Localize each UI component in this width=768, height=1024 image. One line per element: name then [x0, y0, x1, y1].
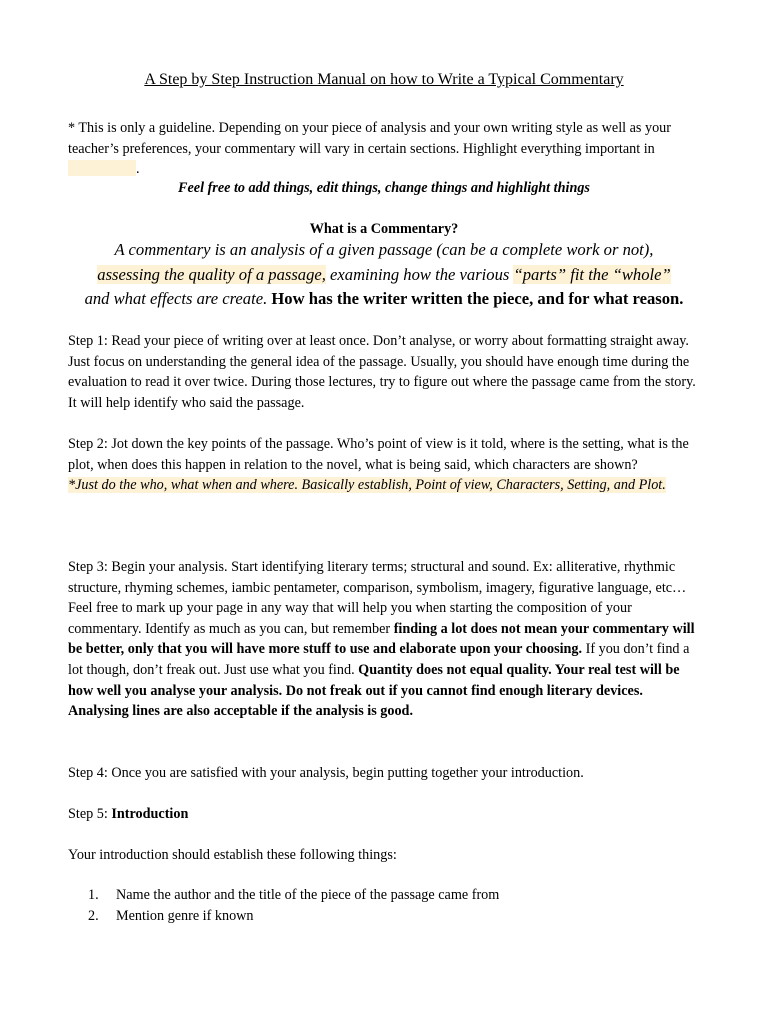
highlight-parts-whole: “parts” fit the “whole” [513, 264, 671, 284]
list-item [88, 906, 499, 927]
step-5 [68, 804, 700, 825]
step-3-text-a: Step 3: Begin your analysis. Start identifying literary terms; structural and sound. Ex: alliterative, rhythmic structure, rhyming schemes, iambic pentameter, comparison, symbolism, imagery, figurative language, etc… Feel free to mark up your page in any way that will help you when starting the composition of your commentary. Identify as much as you can, but remember [68, 559, 687, 637]
intro-paragraph [68, 118, 700, 180]
intro-text: * This is only a guideline. Depending on your piece of analysis and your own writing style as well as your teacher’s preferences, your commentary will vary in certain sections. Highlight everything important in [68, 120, 671, 157]
intro-period: . [136, 161, 140, 178]
step-5-heading: Introduction [111, 806, 189, 822]
step-1: Step 1: Read your piece of writing over at least once. Don’t analyse, or worry about formatting straight away. Just focus on understanding the general idea of the passage. Usually, you should have enough time during the evaluation to read it over twice. During those lectures, try to figure out where the passage came from the story. It will help identify who said the passage. [68, 333, 696, 411]
definition-line-3 [60, 287, 708, 312]
list-number: 2. [88, 907, 99, 924]
highlight-quality: assessing the quality of a passage, [97, 264, 326, 284]
step-2-text: Step 2: Jot down the key points of the passage. Who’s point of view is it told, where is the setting, what is the plot, when does this happen in relation to the novel, what is being said, which characters are shown? [68, 436, 689, 473]
step-3-bold-d: Quantity does not equal quality. Your real test will be how well you analyse your analysis. Do not freak out if you cannot find enough literary devices. Analysing lines are also acceptable if the analysis is good. [68, 661, 680, 720]
definition-question: How has the writer written the piece, and for what reason. [271, 289, 684, 308]
definition-effects: and what effects are create. [84, 289, 272, 308]
definition-mid: examining how the various [325, 264, 514, 284]
list-item [88, 885, 499, 906]
step-2 [68, 434, 700, 496]
free-note: Feel free to add things, edit things, change things and highlight things [178, 180, 590, 196]
list-text: Name the author and the title of the piece of the passage came from [116, 887, 500, 903]
section-heading: What is a Commentary? [309, 221, 459, 237]
commentary-definition [60, 238, 708, 312]
step-2-note: *Just do the who, what when and where. Basically establish, Point of view, Characters, Setting, and Plot. [68, 477, 666, 494]
step-3-text-c: If you don’t find a lot though, don’t freak out. Just use what you find. [68, 641, 690, 678]
list-text: Mention genre if known [116, 907, 254, 924]
definition-line-1: A commentary is an analysis of a given passage (can be a complete work or not), [114, 240, 654, 259]
list-number: 1. [88, 887, 99, 903]
step-5-prefix: Step 5: [68, 806, 112, 822]
step-3 [68, 557, 700, 722]
numbered-list [88, 885, 499, 926]
highlight-swatch [68, 160, 136, 176]
definition-line-2 [60, 263, 708, 288]
step-4: Step 4: Once you are satisfied with your analysis, begin putting together your introduction. [68, 765, 584, 781]
intro-lead: Your introduction should establish these following things: [68, 847, 397, 863]
step-3-bold-a: finding a lot does not mean your commentary will be better, only that you will have more stuff to use and elaborate upon your choosing. [68, 620, 695, 658]
page-title: A Step by Step Instruction Manual on how to Write a Typical Commentary [144, 71, 624, 88]
